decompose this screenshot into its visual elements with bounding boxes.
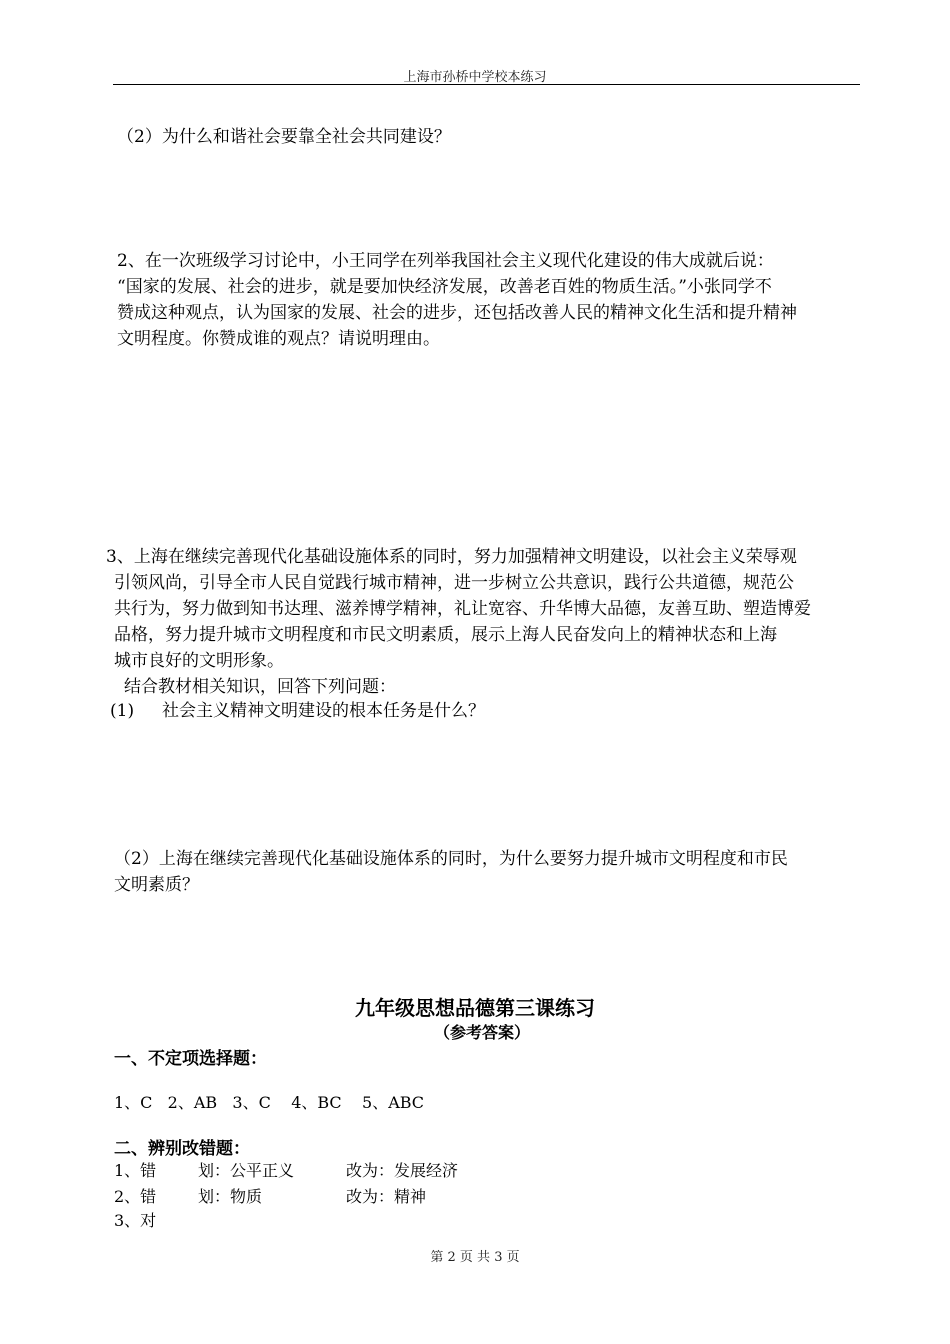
correction-fix: 改为：精神	[346, 1187, 427, 1206]
correction-number: 2、错	[114, 1187, 157, 1206]
question-3-line: 品格，努力提升城市文明程度和市民文明素质，展示上海人民奋发向上的精神状态和上海	[114, 625, 777, 645]
question-3-line: 引领风尚，引导全市人民自觉践行城市精神，进一步树立公共意识，践行公共道德，规范公	[114, 573, 794, 593]
correction-marked: 划：物质	[198, 1187, 263, 1206]
question-1-part-2: （2）为什么和谐社会要靠全社会共同建设？	[117, 127, 451, 147]
question-3-part-2-line: （2）上海在继续完善现代化基础设施体系的同时，为什么要努力提升城市文明程度和市民	[114, 849, 788, 869]
question-3-line: 城市良好的文明形象。	[114, 651, 284, 671]
question-2-line: 2、在一次班级学习讨论中，小王同学在列举我国社会主义现代化建设的伟大成就后说：	[117, 251, 774, 271]
section-2-heading: 二、辨别改错题：	[114, 1139, 250, 1159]
correction-marked: 划：公平正义	[198, 1161, 295, 1180]
section-1-answers: 1、C 2、AB 3、C 4、BC 5、ABC	[114, 1093, 425, 1112]
question-3-part-2-line: 文明素质？	[114, 875, 199, 895]
page-footer: 第 2 页 共 3 页	[430, 1250, 520, 1265]
section-1-heading: 一、不定项选择题：	[114, 1049, 267, 1069]
question-3-part-1-text: 社会主义精神文明建设的根本任务是什么？	[162, 701, 485, 721]
correction-fix: 改为：发展经济	[346, 1161, 459, 1180]
answer-key-subtitle: （参考答案）	[434, 1023, 531, 1042]
correction-number: 3、对	[114, 1211, 157, 1230]
question-3-part-1-number: (1)	[110, 701, 135, 721]
question-3-instruction: 结合教材相关知识，回答下列问题：	[124, 677, 396, 697]
question-2-line: 赞成这种观点，认为国家的发展、社会的进步，还包括改善人民的精神文化生活和提升精神	[117, 303, 797, 323]
question-3-line: 3、上海在继续完善现代化基础设施体系的同时，努力加强精神文明建设，以社会主义荣辱观	[106, 547, 797, 567]
header-divider	[113, 84, 860, 85]
page-header: 上海市孙桥中学校本练习	[403, 70, 547, 85]
question-2-line: “国家的发展、社会的进步，就是要加快经济发展，改善老百姓的物质生活。”小张同学不	[117, 277, 772, 297]
correction-number: 1、错	[114, 1161, 157, 1180]
answer-key-title: 九年级思想品德第三课练习	[355, 996, 595, 1020]
question-2-line: 文明程度。你赞成谁的观点？请说明理由。	[117, 329, 440, 349]
question-3-line: 共行为，努力做到知书达理、滋养博学精神，礼让宽容、升华博大品德，友善互助、塑造博爱	[114, 599, 811, 619]
